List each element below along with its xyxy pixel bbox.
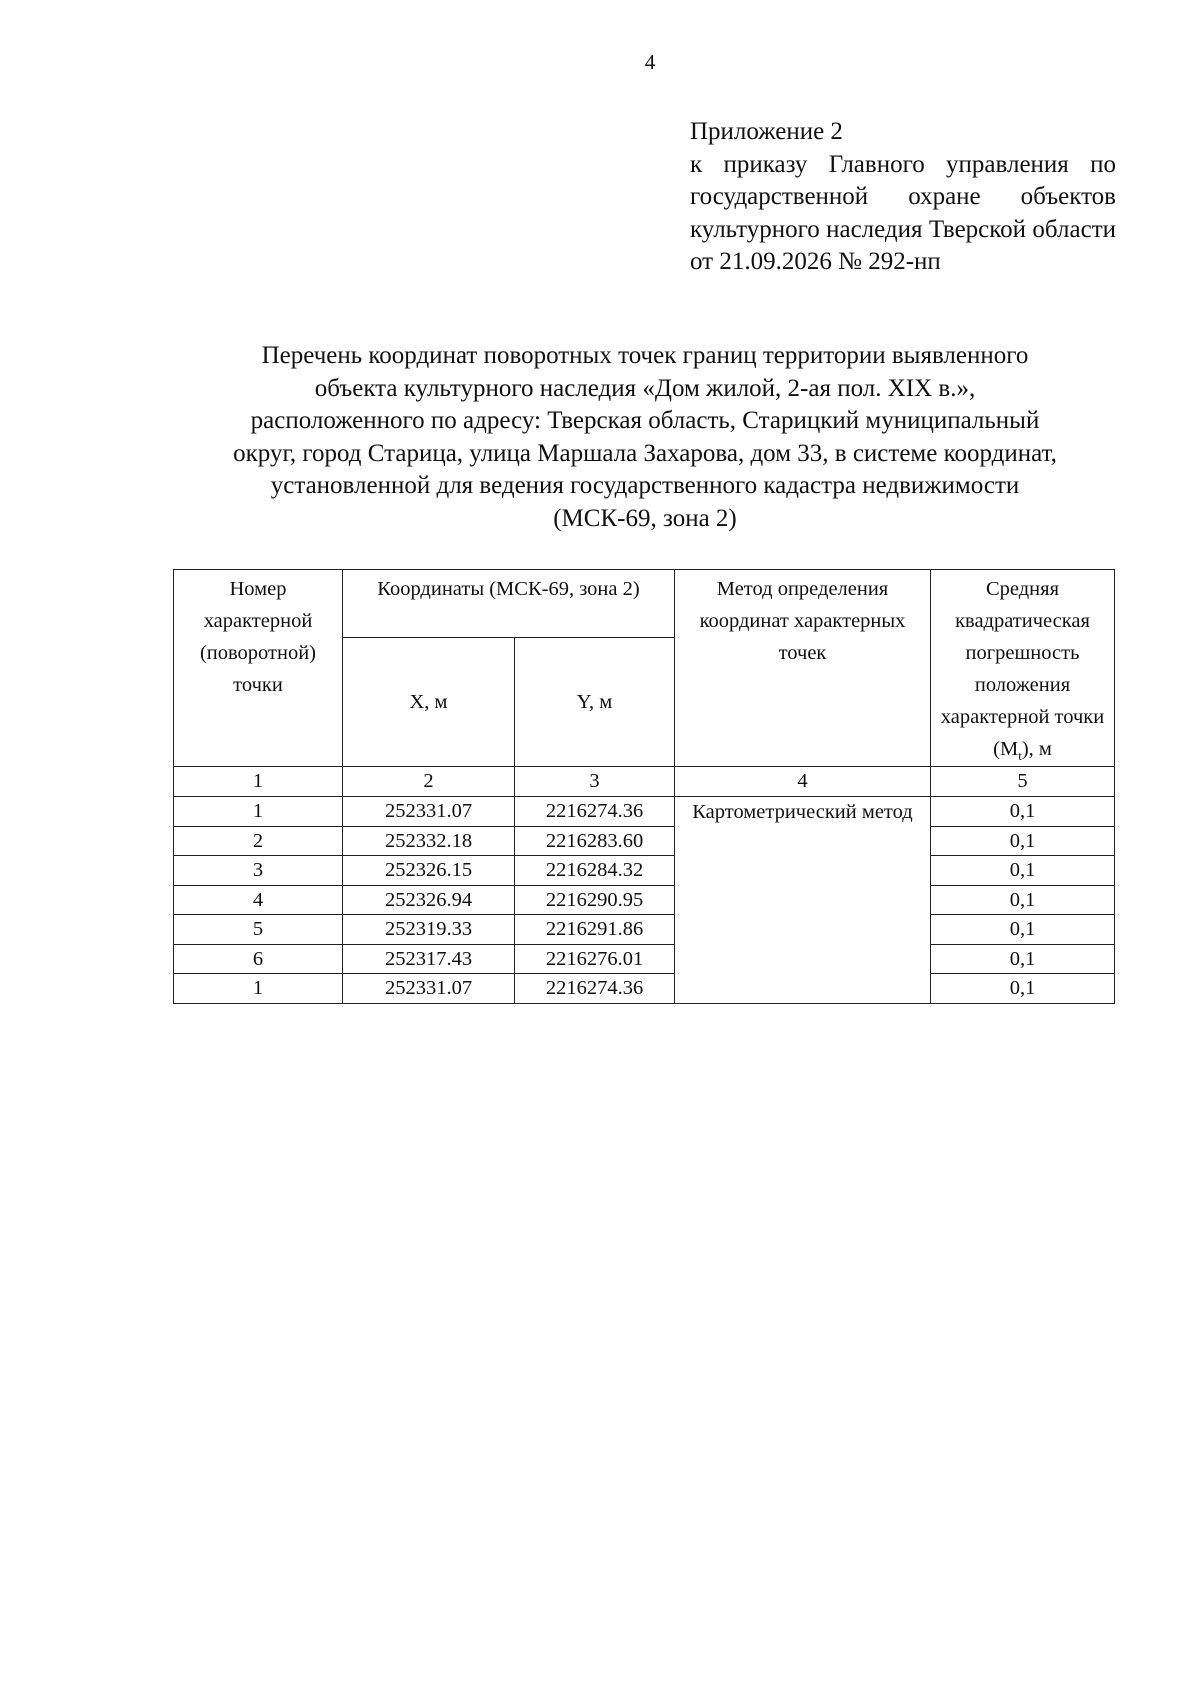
error-cell: 0,1 <box>931 797 1115 827</box>
document-title-line: установленной для ведения государственного кадастра недвижимости <box>270 472 1020 499</box>
error-cell: 0,1 <box>931 974 1115 1004</box>
point-number-cell: 5 <box>174 915 343 945</box>
appendix-block <box>690 116 1116 279</box>
table-row <box>174 856 1115 886</box>
header-error-suffix: ), м <box>1021 738 1052 760</box>
x-cell: 252317.43 <box>343 944 515 974</box>
x-cell: 252331.07 <box>343 974 515 1004</box>
document-title-line: объекта культурного наследия «Дом жилой, 2-ая пол. XIX в.», <box>314 374 976 402</box>
column-number: 2 <box>343 767 515 797</box>
column-number: 4 <box>675 767 931 797</box>
column-number: 1 <box>174 767 343 797</box>
x-cell: 252331.07 <box>343 797 515 827</box>
header-error-subscript: t <box>1018 748 1022 764</box>
y-cell: 2216274.36 <box>515 974 675 1004</box>
appendix-body: к приказу Главного управления по государственной охране объектов культурного наследия Тверской области от 21.09.2026 № 292-нп <box>690 150 1116 275</box>
coordinates-table <box>173 569 1115 1004</box>
error-cell: 0,1 <box>931 944 1115 974</box>
error-cell: 0,1 <box>931 856 1115 886</box>
column-number: 5 <box>931 767 1115 797</box>
header-error <box>931 570 1115 767</box>
header-coordinates: Координаты (МСК-69, зона 2) <box>343 570 675 638</box>
point-number-cell: 4 <box>174 885 343 915</box>
page-number: 4 <box>644 50 656 74</box>
table-row <box>174 885 1115 915</box>
y-cell: 2216274.36 <box>515 797 675 827</box>
point-number-cell: 2 <box>174 826 343 856</box>
error-cell: 0,1 <box>931 915 1115 945</box>
document-title-line: округ, город Старица, улица Маршала Захарова, дом 33, в системе координат, <box>233 439 1057 467</box>
document-title-line: (МСК-69, зона 2) <box>553 504 737 532</box>
point-number-cell: 6 <box>174 944 343 974</box>
table-row <box>174 944 1115 974</box>
document-title-line: расположенного по адресу: Тверская область, Старицкий муниципальный <box>250 407 1040 434</box>
y-cell: 2216283.60 <box>515 826 675 856</box>
x-cell: 252319.33 <box>343 915 515 945</box>
y-cell: 2216290.95 <box>515 885 675 915</box>
x-cell: 252332.18 <box>343 826 515 856</box>
point-number-cell: 3 <box>174 856 343 886</box>
header-x: Х, м <box>343 638 515 767</box>
method-cell: Картометрический метод <box>675 797 931 1004</box>
appendix-title: Приложение 2 <box>690 118 843 145</box>
table-row <box>174 974 1115 1004</box>
header-method: Метод определения координат характерных точек <box>675 570 931 767</box>
x-cell: 252326.15 <box>343 856 515 886</box>
table-row <box>174 826 1115 856</box>
table-row <box>174 915 1115 945</box>
point-number-cell: 1 <box>174 974 343 1004</box>
x-cell: 252326.94 <box>343 885 515 915</box>
point-number-cell: 1 <box>174 797 343 827</box>
column-number-row <box>174 767 1115 797</box>
document-title-line: Перечень координат поворотных точек границ территории выявленного <box>261 342 1029 369</box>
y-cell: 2216291.86 <box>515 915 675 945</box>
header-y: Y, м <box>515 638 675 767</box>
header-point-number: Номер характерной (поворотной) точки <box>174 570 343 767</box>
header-error-text: Средняя квадратическая погрешность положения характерной точки (М <box>940 578 1105 760</box>
error-cell: 0,1 <box>931 885 1115 915</box>
y-cell: 2216276.01 <box>515 944 675 974</box>
error-cell: 0,1 <box>931 826 1115 856</box>
y-cell: 2216284.32 <box>515 856 675 886</box>
table-row <box>174 797 1115 827</box>
column-number: 3 <box>515 767 675 797</box>
document-title <box>160 340 1130 535</box>
